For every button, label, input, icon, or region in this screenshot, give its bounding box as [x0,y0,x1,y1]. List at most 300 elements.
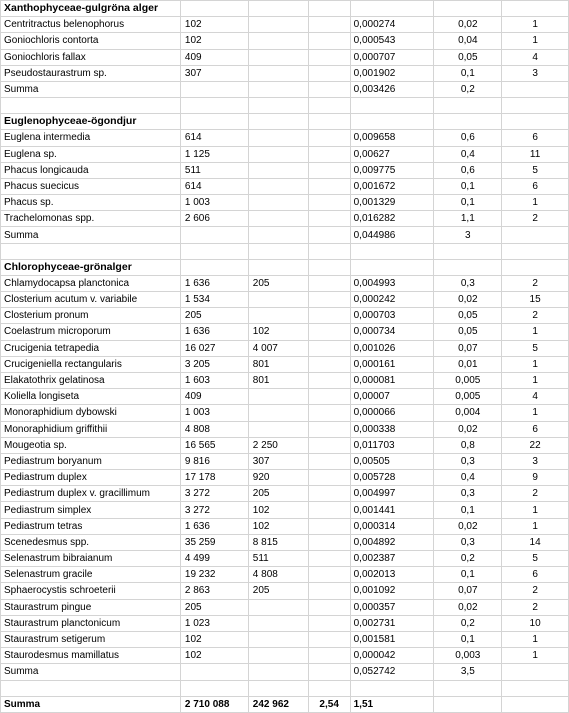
cell[interactable] [248,98,308,114]
cell[interactable] [308,130,350,146]
cell[interactable]: 0,07 [434,583,502,599]
cell[interactable] [308,195,350,211]
cell[interactable]: Staurodesmus mamillatus [1,648,181,664]
cell[interactable]: 2 [502,275,569,291]
cell[interactable]: Summa [1,81,181,97]
cell[interactable]: 4 808 [248,567,308,583]
cell[interactable]: 4 [502,49,569,65]
cell[interactable]: Pediastrum simplex [1,502,181,518]
cell[interactable] [248,114,308,130]
cell[interactable] [308,567,350,583]
cell[interactable] [308,437,350,453]
cell[interactable]: 0,00627 [350,146,434,162]
cell[interactable] [308,648,350,664]
cell[interactable]: Mougeotia sp. [1,437,181,453]
cell[interactable]: Monoraphidium dybowski [1,405,181,421]
cell[interactable]: 102 [180,648,248,664]
cell[interactable]: 1 [502,324,569,340]
cell[interactable] [1,243,181,259]
cell[interactable] [308,389,350,405]
cell[interactable] [248,178,308,194]
cell[interactable] [180,98,248,114]
cell[interactable]: 0,002387 [350,551,434,567]
cell[interactable] [502,98,569,114]
cell[interactable]: 2 [502,583,569,599]
cell[interactable] [308,98,350,114]
cell[interactable]: 3 272 [180,486,248,502]
cell[interactable]: 1 [502,195,569,211]
cell[interactable]: 0,3 [434,534,502,550]
cell[interactable] [248,292,308,308]
cell[interactable]: 0,016282 [350,211,434,227]
cell[interactable]: Euglena intermedia [1,130,181,146]
cell[interactable]: 1 [502,518,569,534]
cell[interactable]: Closterium pronum [1,308,181,324]
cell[interactable] [248,81,308,97]
cell[interactable]: 409 [180,389,248,405]
cell[interactable] [248,599,308,615]
cell[interactable]: 0,044986 [350,227,434,243]
cell[interactable]: 0,02 [434,17,502,33]
cell[interactable] [248,259,308,275]
cell[interactable]: 0,000042 [350,648,434,664]
cell[interactable] [502,243,569,259]
cell[interactable]: 1 [502,648,569,664]
cell[interactable]: 920 [248,470,308,486]
cell[interactable]: 0,005 [434,389,502,405]
cell[interactable]: Summa [1,664,181,680]
cell[interactable]: 0,3 [434,453,502,469]
cell[interactable]: 0,01 [434,356,502,372]
cell[interactable]: 0,000338 [350,421,434,437]
cell[interactable]: 614 [180,178,248,194]
cell[interactable]: Phacus sp. [1,195,181,211]
cell[interactable]: 0,000734 [350,324,434,340]
cell[interactable] [308,324,350,340]
cell[interactable] [308,599,350,615]
cell[interactable] [308,162,350,178]
cell[interactable]: 0,000081 [350,372,434,388]
cell[interactable] [180,664,248,680]
cell[interactable] [350,259,434,275]
cell[interactable]: 242 962 [248,696,308,712]
cell[interactable]: Selenastrum gracile [1,567,181,583]
cell[interactable]: 0,1 [434,631,502,647]
cell[interactable]: 2 [502,599,569,615]
cell[interactable]: 3 [434,227,502,243]
cell[interactable]: 0,011703 [350,437,434,453]
cell[interactable]: Chlamydocapsa planctonica [1,275,181,291]
cell[interactable]: 0,001026 [350,340,434,356]
cell[interactable]: 1 003 [180,195,248,211]
cell[interactable] [350,243,434,259]
cell[interactable] [308,211,350,227]
cell[interactable] [248,162,308,178]
cell[interactable] [502,680,569,696]
cell[interactable]: 205 [248,486,308,502]
cell[interactable]: 0,005 [434,372,502,388]
cell[interactable]: Pediastrum boryanum [1,453,181,469]
cell[interactable]: Goniochloris fallax [1,49,181,65]
cell[interactable]: 1,51 [350,696,434,712]
cell[interactable] [180,243,248,259]
cell[interactable]: Crucigeniella rectangularis [1,356,181,372]
cell[interactable]: 0,07 [434,340,502,356]
cell[interactable]: 0,000703 [350,308,434,324]
cell[interactable]: 0,1 [434,502,502,518]
cell[interactable]: 0,6 [434,130,502,146]
cell[interactable]: 0,001672 [350,178,434,194]
cell[interactable]: 0,009658 [350,130,434,146]
cell[interactable]: 5 [502,551,569,567]
cell[interactable]: 0,005728 [350,470,434,486]
cell[interactable] [308,421,350,437]
cell[interactable] [434,98,502,114]
cell[interactable] [1,680,181,696]
cell[interactable] [308,583,350,599]
cell[interactable]: 16 027 [180,340,248,356]
cell[interactable]: Sphaerocystis schroeterii [1,583,181,599]
cell[interactable]: 6 [502,421,569,437]
cell[interactable]: 22 [502,437,569,453]
cell[interactable]: 0,000543 [350,33,434,49]
cell[interactable]: Xanthophyceae-gulgröna alger [1,1,181,17]
cell[interactable] [248,195,308,211]
cell[interactable]: 0,4 [434,470,502,486]
cell[interactable] [308,372,350,388]
cell[interactable] [502,664,569,680]
cell[interactable]: 0,009775 [350,162,434,178]
cell[interactable]: 0,000314 [350,518,434,534]
cell[interactable] [308,146,350,162]
cell[interactable]: 409 [180,49,248,65]
cell[interactable] [308,178,350,194]
cell[interactable]: 0,1 [434,65,502,81]
cell[interactable]: 1 534 [180,292,248,308]
cell[interactable]: 1 636 [180,324,248,340]
cell[interactable] [308,551,350,567]
cell[interactable]: 511 [248,551,308,567]
cell[interactable]: 1,1 [434,211,502,227]
cell[interactable]: 4 499 [180,551,248,567]
cell[interactable] [1,98,181,114]
cell[interactable] [308,259,350,275]
cell[interactable] [350,1,434,17]
cell[interactable] [308,227,350,243]
cell[interactable] [434,680,502,696]
cell[interactable]: 2 [502,308,569,324]
cell[interactable]: 205 [180,308,248,324]
cell[interactable] [248,243,308,259]
cell[interactable] [308,308,350,324]
cell[interactable] [308,680,350,696]
cell[interactable]: 0,004 [434,405,502,421]
cell[interactable]: 0,02 [434,292,502,308]
cell[interactable]: 0,000066 [350,405,434,421]
cell[interactable] [308,114,350,130]
cell[interactable] [248,421,308,437]
cell[interactable]: Goniochloris contorta [1,33,181,49]
cell[interactable]: 9 816 [180,453,248,469]
cell[interactable]: 1 [502,502,569,518]
cell[interactable]: 1 [502,33,569,49]
cell[interactable] [308,405,350,421]
cell[interactable] [248,680,308,696]
cell[interactable]: 5 [502,162,569,178]
cell[interactable]: 102 [248,502,308,518]
cell[interactable]: 0,001441 [350,502,434,518]
cell[interactable] [434,243,502,259]
cell[interactable]: 801 [248,372,308,388]
cell[interactable] [434,1,502,17]
cell[interactable] [308,17,350,33]
cell[interactable] [502,114,569,130]
cell[interactable] [180,259,248,275]
cell[interactable]: 0,02 [434,599,502,615]
cell[interactable]: Summa [1,227,181,243]
cell[interactable]: 0,001092 [350,583,434,599]
cell[interactable]: 3 272 [180,502,248,518]
cell[interactable]: 102 [180,33,248,49]
cell[interactable]: 0,02 [434,421,502,437]
cell[interactable]: 17 178 [180,470,248,486]
cell[interactable] [248,33,308,49]
cell[interactable] [180,680,248,696]
cell[interactable]: 0,052742 [350,664,434,680]
cell[interactable]: 0,00505 [350,453,434,469]
cell[interactable]: Staurastrum pingue [1,599,181,615]
cell[interactable]: 801 [248,356,308,372]
cell[interactable]: 0,00007 [350,389,434,405]
cell[interactable]: 2 [502,211,569,227]
cell[interactable] [248,227,308,243]
cell[interactable] [248,631,308,647]
cell[interactable] [308,49,350,65]
cell[interactable] [248,308,308,324]
cell[interactable]: 4 [502,389,569,405]
cell[interactable] [180,227,248,243]
cell[interactable] [308,470,350,486]
cell[interactable] [308,615,350,631]
cell[interactable]: Monoraphidium griffithii [1,421,181,437]
cell[interactable]: 0,004892 [350,534,434,550]
cell[interactable]: 205 [180,599,248,615]
cell[interactable]: 1 023 [180,615,248,631]
cell[interactable]: Phacus suecicus [1,178,181,194]
cell[interactable]: Summa [1,696,181,712]
cell[interactable]: 0,2 [434,551,502,567]
cell[interactable] [434,696,502,712]
cell[interactable]: 1 [502,405,569,421]
cell[interactable]: 205 [248,583,308,599]
cell[interactable] [248,1,308,17]
cell[interactable] [502,227,569,243]
cell[interactable]: 0,05 [434,49,502,65]
cell[interactable]: Scenedesmus spp. [1,534,181,550]
cell[interactable]: 102 [248,518,308,534]
cell[interactable]: 0,1 [434,178,502,194]
cell[interactable]: Euglena sp. [1,146,181,162]
cell[interactable]: 1 125 [180,146,248,162]
cell[interactable] [502,259,569,275]
cell[interactable] [248,49,308,65]
cell[interactable] [350,98,434,114]
cell[interactable]: 5 [502,340,569,356]
cell[interactable]: 16 565 [180,437,248,453]
cell[interactable]: 0,05 [434,308,502,324]
cell[interactable] [248,648,308,664]
cell[interactable]: 0,1 [434,195,502,211]
cell[interactable]: 8 815 [248,534,308,550]
cell[interactable]: 3 [502,453,569,469]
cell[interactable]: Pediastrum duplex [1,470,181,486]
cell[interactable]: 1 636 [180,275,248,291]
cell[interactable]: 307 [248,453,308,469]
cell[interactable] [248,389,308,405]
cell[interactable]: 102 [248,324,308,340]
cell[interactable]: 9 [502,470,569,486]
cell[interactable]: 614 [180,130,248,146]
cell[interactable] [308,502,350,518]
cell[interactable]: 0,000242 [350,292,434,308]
cell[interactable]: 0,02 [434,518,502,534]
cell[interactable]: 0,05 [434,324,502,340]
cell[interactable]: 4 007 [248,340,308,356]
cell[interactable]: 2 [502,486,569,502]
cell[interactable]: Chlorophyceae-grönalger [1,259,181,275]
cell[interactable]: 3 [502,65,569,81]
cell[interactable]: 1 603 [180,372,248,388]
cell[interactable]: 0,001902 [350,65,434,81]
cell[interactable]: 1 003 [180,405,248,421]
cell[interactable]: 0,003 [434,648,502,664]
cell[interactable]: Closterium acutum v. variabile [1,292,181,308]
cell[interactable] [308,356,350,372]
cell[interactable]: 6 [502,130,569,146]
cell[interactable] [350,680,434,696]
cell[interactable]: 511 [180,162,248,178]
cell[interactable]: 1 636 [180,518,248,534]
cell[interactable] [502,696,569,712]
cell[interactable]: 0,003426 [350,81,434,97]
cell[interactable] [308,486,350,502]
cell[interactable] [308,33,350,49]
cell[interactable] [248,65,308,81]
cell[interactable]: 1 [502,372,569,388]
cell[interactable]: 1 [502,17,569,33]
cell[interactable] [308,275,350,291]
cell[interactable] [308,243,350,259]
cell[interactable]: 307 [180,65,248,81]
cell[interactable]: Coelastrum microporum [1,324,181,340]
cell[interactable]: 0,2 [434,81,502,97]
cell[interactable]: Centritractus belenophorus [1,17,181,33]
cell[interactable]: 15 [502,292,569,308]
cell[interactable] [248,615,308,631]
cell[interactable] [248,130,308,146]
cell[interactable]: 0,004993 [350,275,434,291]
cell[interactable]: 0,1 [434,567,502,583]
cell[interactable]: Pseudostaurastrum sp. [1,65,181,81]
cell[interactable]: 1 [502,356,569,372]
cell[interactable]: 0,000161 [350,356,434,372]
cell[interactable]: Pediastrum tetras [1,518,181,534]
cell[interactable] [248,17,308,33]
cell[interactable]: Staurastrum planctonicum [1,615,181,631]
cell[interactable]: Koliella longiseta [1,389,181,405]
cell[interactable]: 2,54 [308,696,350,712]
cell[interactable]: 0,001581 [350,631,434,647]
cell[interactable]: 0,4 [434,146,502,162]
cell[interactable]: 0,3 [434,486,502,502]
cell[interactable]: 2 863 [180,583,248,599]
cell[interactable]: 0,6 [434,162,502,178]
cell[interactable]: 11 [502,146,569,162]
cell[interactable] [434,259,502,275]
cell[interactable]: 10 [502,615,569,631]
cell[interactable] [248,211,308,227]
cell[interactable]: 35 259 [180,534,248,550]
cell[interactable]: 102 [180,17,248,33]
cell[interactable]: 6 [502,567,569,583]
cell[interactable] [180,1,248,17]
cell[interactable]: 3 205 [180,356,248,372]
cell[interactable]: Phacus longicauda [1,162,181,178]
cell[interactable]: 4 808 [180,421,248,437]
cell[interactable]: 1 [502,631,569,647]
cell[interactable] [180,81,248,97]
cell[interactable]: Crucigenia tetrapedia [1,340,181,356]
cell[interactable] [180,114,248,130]
cell[interactable]: 0,002013 [350,567,434,583]
cell[interactable]: 0,000707 [350,49,434,65]
cell[interactable] [308,453,350,469]
cell[interactable]: 2 710 088 [180,696,248,712]
cell[interactable] [502,81,569,97]
cell[interactable] [502,1,569,17]
cell[interactable] [248,664,308,680]
cell[interactable]: 14 [502,534,569,550]
cell[interactable] [308,664,350,680]
cell[interactable] [308,81,350,97]
cell[interactable] [434,114,502,130]
cell[interactable]: 0,000274 [350,17,434,33]
cell[interactable]: 3,5 [434,664,502,680]
cell[interactable]: 0,8 [434,437,502,453]
cell[interactable] [248,405,308,421]
cell[interactable]: 2 606 [180,211,248,227]
cell[interactable] [308,292,350,308]
cell[interactable]: Elakatothrix gelatinosa [1,372,181,388]
cell[interactable]: 0,004997 [350,486,434,502]
cell[interactable] [248,146,308,162]
cell[interactable]: 0,001329 [350,195,434,211]
cell[interactable] [308,65,350,81]
cell[interactable] [308,631,350,647]
cell[interactable]: 0,04 [434,33,502,49]
cell[interactable]: Trachelomonas spp. [1,211,181,227]
cell[interactable]: Selenastrum bibraianum [1,551,181,567]
cell[interactable]: 19 232 [180,567,248,583]
cell[interactable]: 205 [248,275,308,291]
cell[interactable]: Pediastrum duplex v. gracillimum [1,486,181,502]
cell[interactable]: 6 [502,178,569,194]
cell[interactable] [308,1,350,17]
cell[interactable] [308,534,350,550]
cell[interactable]: 0,3 [434,275,502,291]
cell[interactable]: 0,002731 [350,615,434,631]
cell[interactable] [350,114,434,130]
